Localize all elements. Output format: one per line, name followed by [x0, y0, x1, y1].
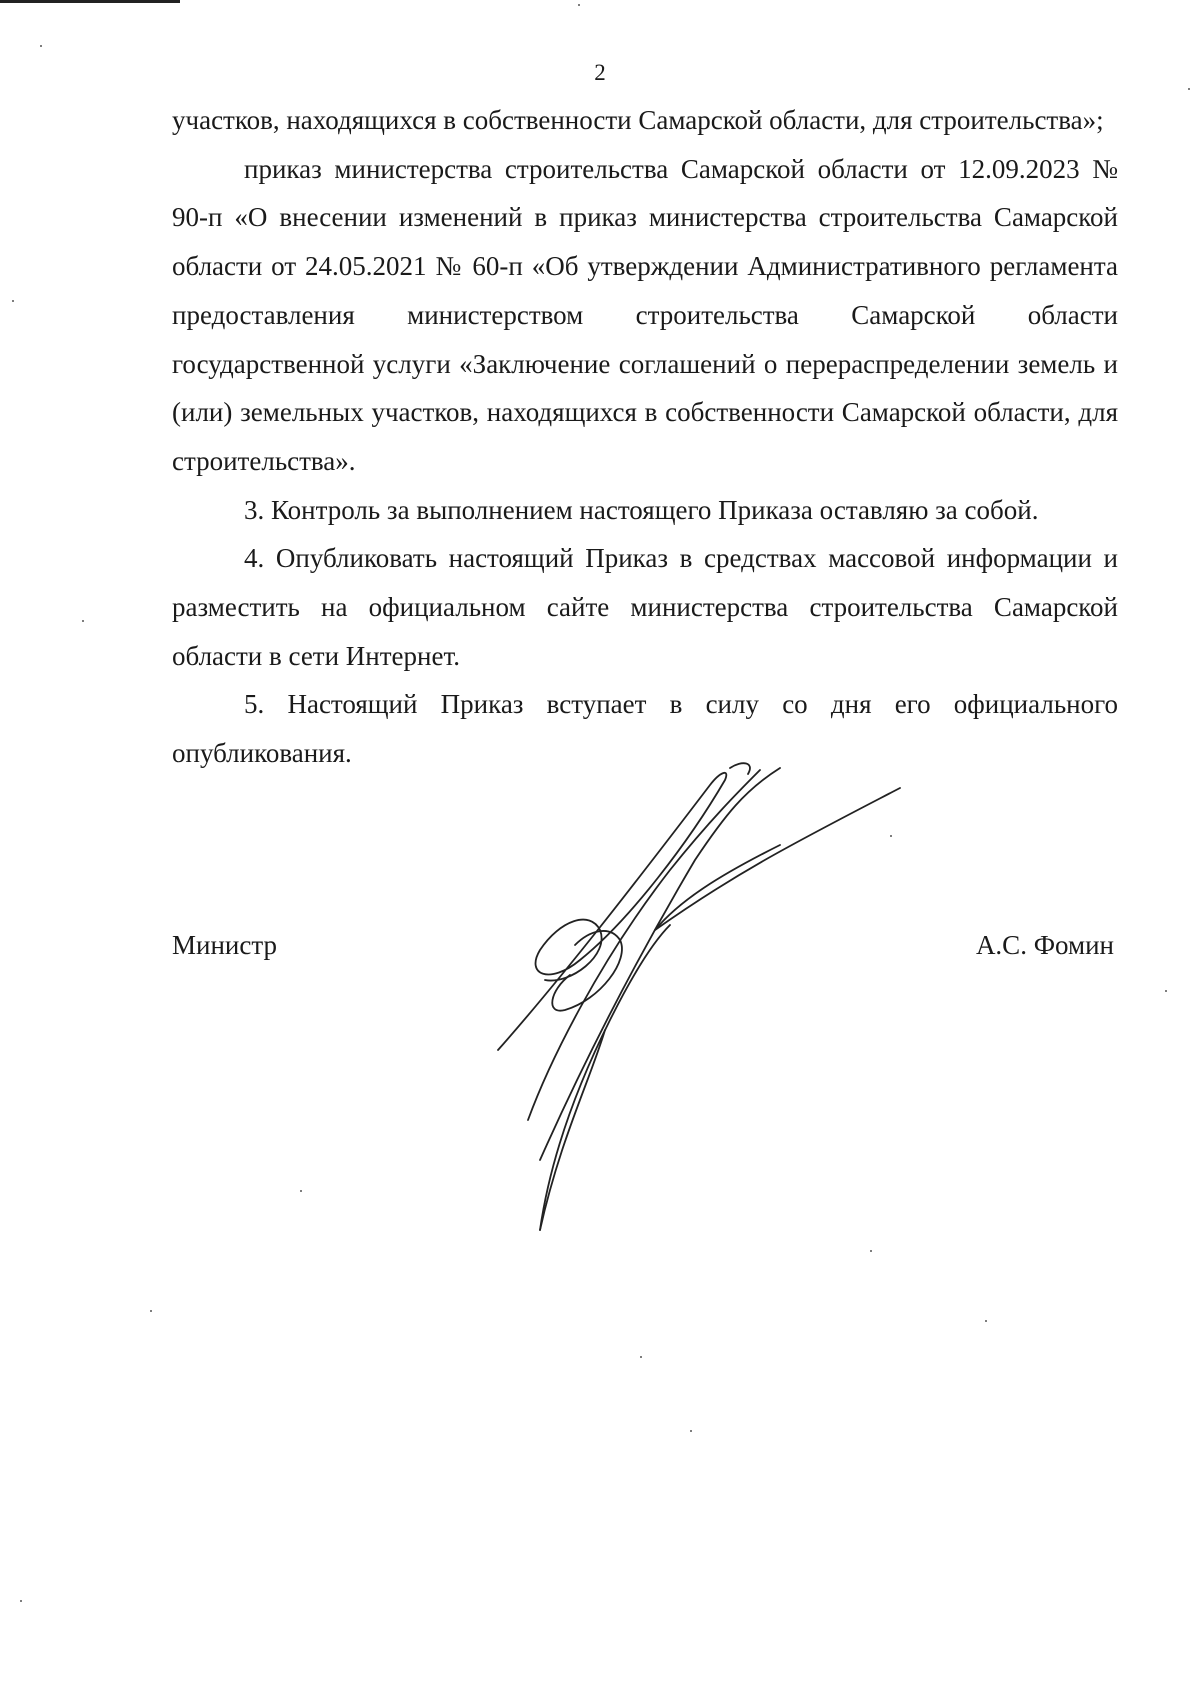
paragraph-order-reference: приказ министерства строительства Самарской области от 12.09.2023 № 90-п «О внесении изменений в приказ министерства строительства Самарской области от 24.05.2021 № 60-п «Об утверждении Административного регламента предоставления министерством строительства Самарской области государственной услуги «Заключение соглашений о перераспределении земель и (или) земельных участков, находящихся в собственности Самарской области, для строительства». [172, 153, 1118, 476]
scan-speck [985, 1320, 987, 1322]
scan-speck [890, 835, 892, 837]
scan-speck [690, 1430, 692, 1432]
paragraph-item-5: 5. Настоящий Приказ вступает в силу со дня его официального опубликования. [172, 689, 1118, 769]
scan-speck [150, 1310, 152, 1312]
scan-speck [1165, 990, 1167, 992]
signer-title: Министр [172, 930, 277, 960]
page-number: 2 [594, 60, 606, 85]
scan-speck [20, 1600, 22, 1602]
signer-name: А.С. Фомин [975, 930, 1114, 960]
scan-speck [82, 620, 84, 622]
scan-speck [578, 4, 580, 6]
document-body [172, 96, 1118, 778]
scan-speck [40, 45, 42, 47]
paragraph-item-4: 4. Опубликовать настоящий Приказ в средствах массовой информации и разместить на официальном сайте министерства строительства Самарской области в сети Интернет. [172, 543, 1118, 671]
scan-speck [640, 1356, 642, 1358]
scan-speck [300, 1190, 302, 1192]
scan-speck [12, 300, 14, 302]
handwritten-signature [480, 760, 910, 1240]
scan-speck [870, 1250, 872, 1252]
scan-speck [1188, 88, 1190, 90]
paragraph-item-3: 3. Контроль за выполнением настоящего Приказа оставляю за собой. [244, 494, 1039, 525]
paragraph-continuation: участков, находящихся в собственности Самарской области, для строительства»; [172, 105, 1104, 135]
scan-edge-line [0, 0, 180, 3]
